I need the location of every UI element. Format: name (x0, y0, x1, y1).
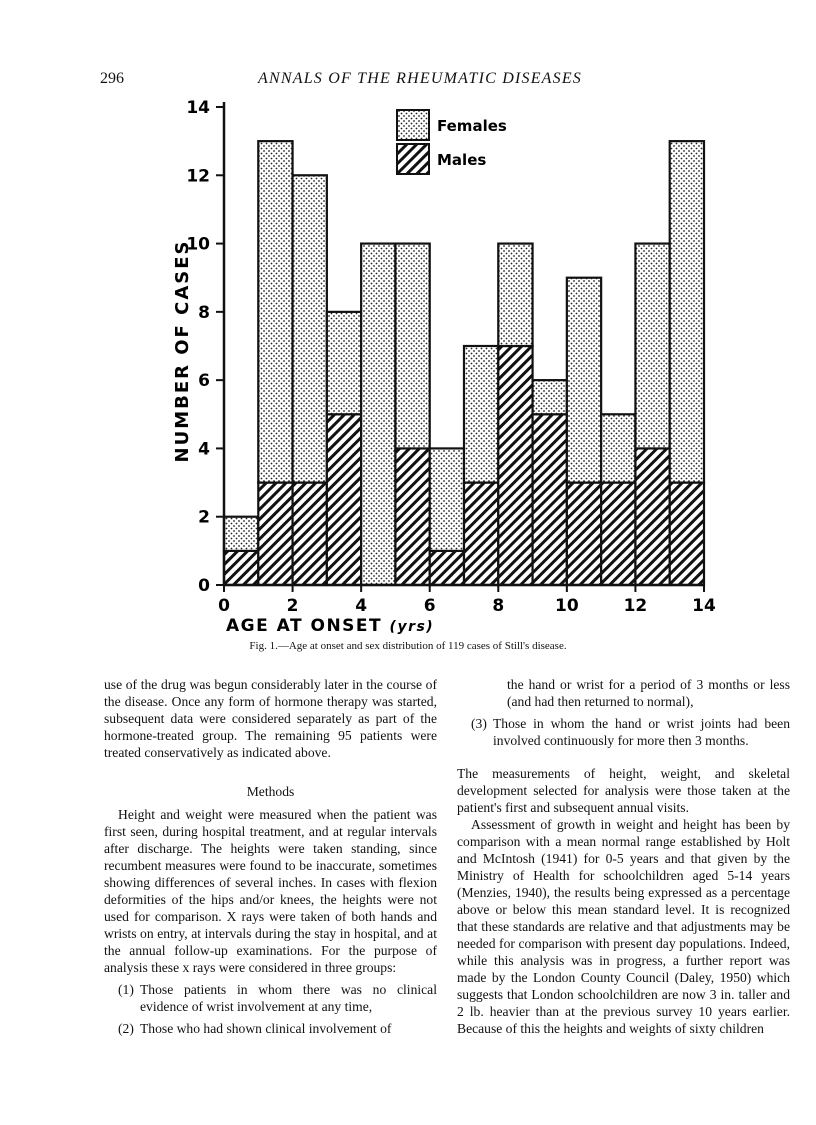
y-axis-title: NUMBER OF CASES (172, 239, 193, 463)
x-tick-label: 4 (355, 596, 368, 616)
y-tick-label: 12 (186, 166, 210, 187)
list-item (104, 1020, 437, 1037)
bar-females (293, 175, 327, 482)
bar-females (430, 448, 464, 550)
bar-females (567, 278, 601, 483)
bar-males (293, 483, 327, 585)
figure-caption: Fig. 1.—Age at onset and sex distribution of 119 cases of Still's disease. (249, 640, 567, 652)
y-tick-label: 4 (198, 439, 210, 460)
bar-males (670, 483, 704, 585)
bar-females (327, 312, 361, 414)
x-axis-unit: (yrs) (389, 619, 435, 635)
bar-males (258, 483, 292, 585)
bar-females (601, 414, 635, 482)
list-text-continued: the hand or wrist for a period of 3 months or less (and had then returned to normal), (507, 677, 790, 709)
bar-males (635, 448, 669, 585)
list-item (104, 981, 437, 1015)
x-tick-label: 0 (218, 596, 230, 616)
bar-males (601, 483, 635, 585)
y-tick-label: 2 (198, 507, 210, 528)
bar-females (361, 244, 395, 585)
legend (397, 110, 507, 174)
x-axis-title: AGE AT ONSET (yrs) (226, 616, 435, 636)
x-tick-label: 12 (623, 596, 648, 616)
legend-swatch-males (397, 144, 429, 174)
list-number: (3) (471, 716, 487, 731)
paragraph: Assessment of growth in weight and height has been by comparison with a mean normal range established by Holt and McIntosh (1941) for 0-5 years and that given by the Ministry of Health for schoolchildren aged 5-14 years (Menzies, 1940), the results being expressed as a percentage above or below this mean standard level. It is recognized that these standards are relative and that adjustments may be needed for comparison with present day populations. Indeed, while this analysis was in progress, a further report was made by the London County Council (Daley, 1950) which suggests that London schoolchildren are now 3 in. taller and 2 lb. heavier than at the previous survey 10 years earlier. Because of this the heights and weights of sixty children (457, 817, 790, 1036)
paragraph: Height and weight were measured when the patient was first seen, during hospital treatment, and at regular intervals after discharge. The heights were taken standing, since recumbent measures were found to be inaccurate, sometimes showing differences of several inches. In cases with flexion deformities of the hips and/or knees, the heights were not used for comparison. X rays were taken of both hands and wrists on entry, at intervals during the stay in hospital, and at the annual follow-up examinations. For the purpose of analysis these x rays were considered in three groups: (104, 807, 437, 975)
bar-females (635, 244, 669, 449)
bar-females (395, 244, 429, 449)
section-heading: Methods (246, 784, 295, 799)
x-tick-label: 8 (492, 596, 505, 616)
bar-females (464, 346, 498, 483)
list-number: (1) (118, 982, 134, 997)
left-column (104, 676, 437, 1037)
legend-label-males: Males (437, 151, 487, 169)
x-tick-label: 2 (286, 596, 299, 616)
bar-females (498, 244, 532, 346)
page-number: 296 (100, 70, 124, 87)
bar-males (395, 448, 429, 585)
list-number: (2) (118, 1021, 134, 1036)
y-tick-label: 8 (198, 302, 210, 323)
bar-males (464, 483, 498, 585)
bar-males (567, 483, 601, 585)
x-tick-label: 10 (555, 596, 579, 616)
list-text: Those patients in whom there was no clinical evidence of wrist involvement at any time, (140, 982, 437, 1014)
paragraph: use of the drug was begun considerably later in the course of the disease. Once any form of hormone therapy was started, subsequent data were considered separately as part of the hormone-treated group. The remaining 95 patients were treated conservatively as indicated above. (104, 677, 437, 760)
legend-label-females: Females (437, 117, 507, 135)
y-tick-label: 10 (186, 234, 210, 255)
right-column (457, 676, 790, 1037)
bar-males (224, 551, 258, 585)
list-item (457, 715, 790, 749)
x-tick-label: 6 (423, 596, 436, 616)
x-tick-label: 14 (692, 596, 716, 616)
paragraph: The measurements of height, weight, and skeletal development selected for analysis were those taken at the patient's first and subsequent annual visits. (457, 766, 790, 815)
list-text: Those who had shown clinical involvement of (140, 1021, 392, 1036)
legend-swatch-females (397, 110, 429, 140)
bars-group (224, 141, 704, 585)
running-head: ANNALS OF THE RHEUMATIC DISEASES (258, 70, 583, 87)
bar-males (498, 346, 532, 585)
list-text: Those in whom the hand or wrist joints had been involved continuously for more then 3 months. (493, 716, 790, 748)
bar-males (327, 414, 361, 585)
bar-males (533, 414, 567, 585)
y-tick-label: 14 (186, 98, 210, 118)
bar-females (670, 141, 704, 482)
y-tick-label: 0 (198, 576, 210, 596)
histogram-chart (160, 92, 740, 640)
y-tick-label: 6 (198, 371, 210, 392)
bar-females (533, 380, 567, 414)
bar-females (258, 141, 292, 482)
bar-males (430, 551, 464, 585)
bar-females (224, 517, 258, 551)
